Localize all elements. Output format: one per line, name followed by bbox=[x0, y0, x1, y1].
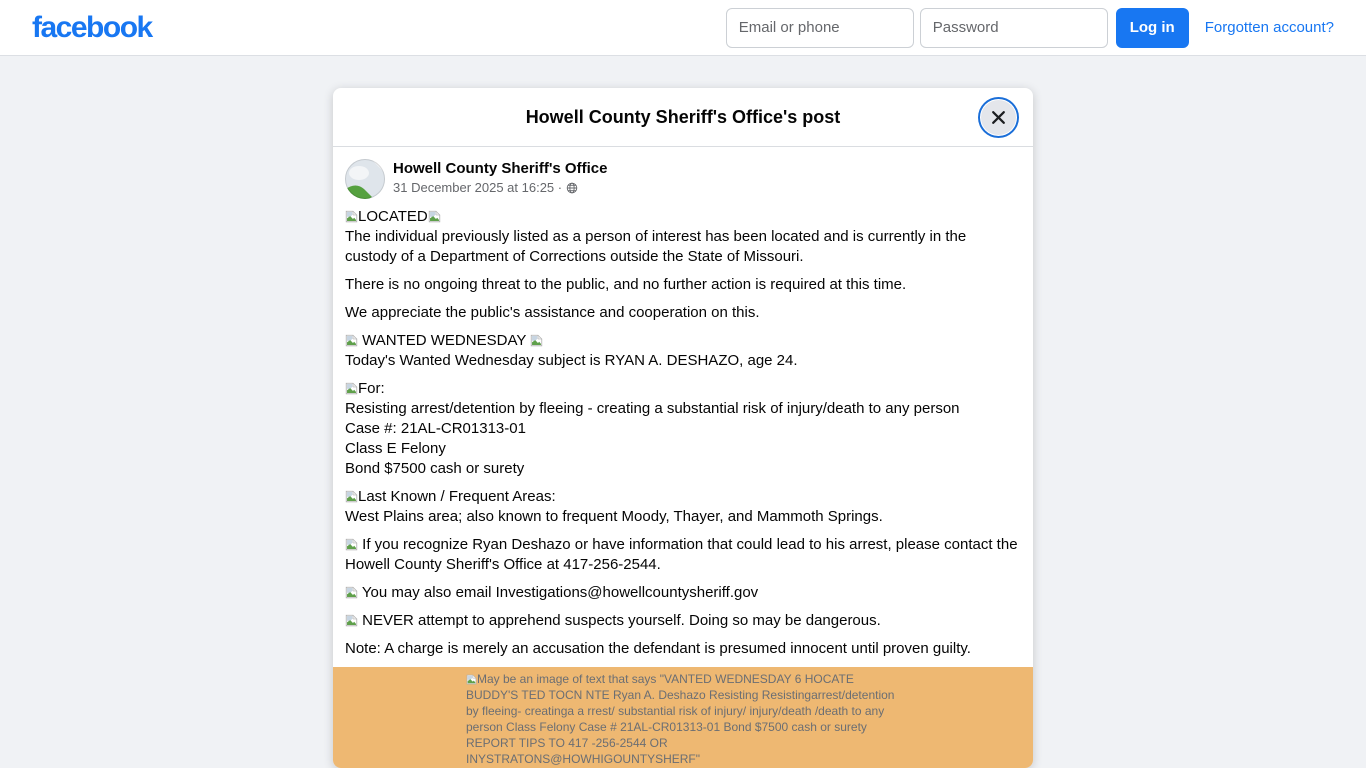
post-text bbox=[345, 207, 1019, 659]
broken-image-icon bbox=[466, 674, 477, 685]
alt-text: May be an image of text that says "VANTED WEDNESDAY 6 HOCATE BUDDY'S TED TOCN NTE Ryan A. Deshazo Resisting Resistingarrest/detention by fleeing- creatinga a rrest/ substantial risk of injury/ injury/death /death to any person Class Felony Case # 21AL-CR01313-01 Bond $7500 cash or surety REPORT TIPS TO 417 -256-2544 OR INYSTRATONS@HOWHIGOUNTYSHERF" bbox=[466, 672, 895, 766]
avatar[interactable] bbox=[345, 159, 385, 199]
email-field[interactable] bbox=[726, 8, 914, 48]
login-button[interactable]: Log in bbox=[1116, 8, 1189, 48]
facebook-logo[interactable]: facebook bbox=[32, 10, 152, 44]
broken-image-icon bbox=[345, 382, 358, 395]
broken-image-icon bbox=[345, 614, 358, 627]
broken-image-icon bbox=[530, 334, 543, 347]
post-paragraph: If you recognize Ryan Deshazo or have information that could lead to his arrest, please contact the Howell County Sheriff's Office at 417-256-2544. bbox=[345, 536, 1018, 573]
top-navigation-bar bbox=[0, 0, 1366, 56]
post-paragraph: WANTED WEDNESDAY Today's Wanted Wednesday subject is RYAN A. DESHAZO, age 24. bbox=[345, 332, 798, 369]
post-paragraph: You may also email Investigations@howellcountysheriff.gov bbox=[345, 583, 1019, 603]
close-icon bbox=[990, 109, 1007, 126]
post-timestamp[interactable] bbox=[393, 179, 607, 196]
forgotten-account-link[interactable]: Forgotten account? bbox=[1204, 19, 1334, 36]
post-paragraph: NEVER attempt to apprehend suspects yourself. Doing so may be dangerous. bbox=[345, 611, 1019, 631]
post-paragraph: We appreciate the public's assistance and cooperation on this. bbox=[345, 304, 760, 321]
post-body bbox=[333, 147, 1033, 667]
author-name[interactable]: Howell County Sheriff's Office bbox=[393, 160, 608, 177]
image-alt-text bbox=[466, 671, 900, 767]
broken-image-icon bbox=[428, 210, 441, 223]
post-paragraph: For: Resisting arrest/detention by fleeing - creating a substantial risk of injury/death to any person Case #: 21AL-CR01313-01 Class E Felony Bond $7500 cash or surety bbox=[345, 380, 960, 477]
post-paragraph: LOCATED The individual previously listed as a person of interest has been located and is currently in the custody of a Department of Corrections outside the State of Missouri. bbox=[345, 208, 967, 265]
login-form bbox=[726, 8, 1334, 48]
broken-image-icon bbox=[345, 490, 358, 503]
close-button[interactable] bbox=[981, 100, 1016, 135]
broken-image-icon bbox=[345, 334, 358, 347]
post-paragraph: Note: A charge is merely an accusation the defendant is presumed innocent until proven guilty. bbox=[345, 640, 971, 657]
timestamp-text: 31 December 2025 at 16:25 · bbox=[393, 180, 563, 195]
password-field[interactable] bbox=[920, 8, 1108, 48]
broken-image-icon bbox=[345, 538, 358, 551]
post-image[interactable] bbox=[333, 667, 1033, 768]
post-paragraph: Last Known / Frequent Areas: West Plains area; also known to frequent Moody, Thayer, and Mammoth Springs. bbox=[345, 488, 883, 525]
broken-image-icon bbox=[345, 210, 358, 223]
broken-image-icon bbox=[345, 586, 358, 599]
post-paragraph: There is no ongoing threat to the public, and no further action is required at this time. bbox=[345, 276, 907, 293]
post-dialog bbox=[333, 88, 1033, 768]
dialog-header bbox=[333, 88, 1033, 147]
post-header-text bbox=[393, 159, 607, 196]
post-header bbox=[345, 159, 1019, 199]
globe-icon bbox=[566, 182, 578, 194]
dialog-title: Howell County Sheriff's Office's post bbox=[525, 106, 841, 127]
